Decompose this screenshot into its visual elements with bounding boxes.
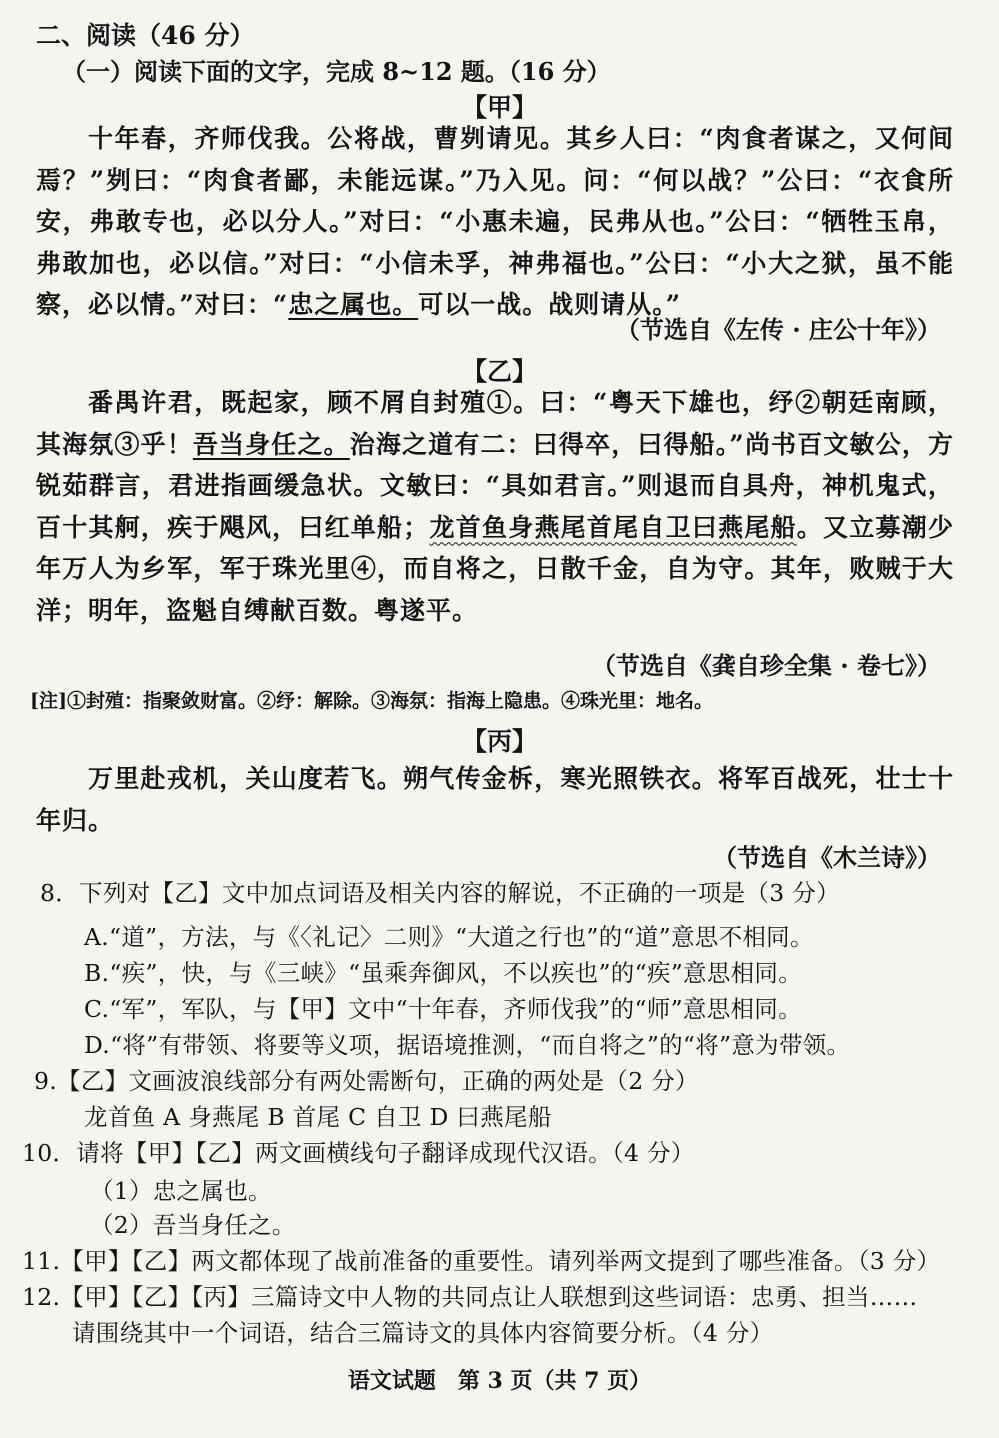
question-11-stem: 11.【甲】【乙】两文都体现了战前准备的重要性。请列举两文提到了哪些准备。（3 分） (22, 1247, 941, 1275)
question-8-stem: 8．下列对【乙】文中加点词语及相关内容的解说，不正确的一项是（3 分） (40, 879, 840, 907)
question-8-option-b: B.“疾”，快，与《三峡》“虽乘奔御风，不以疾也”的“疾”意思相同。 (84, 959, 803, 987)
question-9-stem: 9.【乙】文画波浪线部分有两处需断句，正确的两处是（2 分） (34, 1067, 699, 1095)
question-12-stem: 12.【甲】【乙】【丙】三篇诗文中人物的共同点让人联想到这些词语：忠勇、担当…… (22, 1283, 918, 1311)
part-title: （一）阅读下面的文字，完成 8~12 题。（16 分） (62, 57, 611, 86)
passage-yi-text-3: 。又立募潮少年万人为乡军，军于珠光里④，而自将之，日散千金，自为守。其年，败贼于大洋；明年，盗魁自缚献百数。粤遂平。 (36, 512, 954, 625)
question-9-options: 龙首鱼 A 身燕尾 B 首尾 C 自卫 D 曰燕尾船 (84, 1103, 552, 1131)
passage-bing-source: （节选自《木兰诗》） (713, 843, 941, 872)
question-8-option-a: A.“道”，方法，与《〈礼记〉二则》“大道之行也”的“道”意思不相同。 (84, 923, 814, 951)
page-footer: 语文试题 第 3 页（共 7 页） (347, 1368, 652, 1394)
question-8-option-d: D.“将”有带领、将要等义项，据语境推测，“而自将之”的“将”意为带领。 (84, 1031, 851, 1059)
passage-jia-heading: 【甲】 (461, 93, 537, 122)
wavy-underlined-sentence: 龙首鱼身燕尾首尾自卫曰燕尾船 (429, 512, 797, 542)
passage-yi-text-1: 番禺许君，既起家，顾不屑自封殖①。曰：“粤天下雄也，纾②朝廷南顾，其海氛③乎！ (36, 388, 954, 459)
question-10-item-1: （1）忠之属也。 (90, 1177, 272, 1205)
passage-yi-source: （节选自《龚自珍全集 · 卷七》） (591, 651, 941, 680)
underlined-sentence-jia: 忠之属也。 (288, 290, 419, 319)
question-12-stem-continued: 请围绕其中一个词语，结合三篇诗文的具体内容简要分析。（4 分） (72, 1319, 774, 1347)
question-8-option-c: C.“军”，军队，与【甲】文中“十年春，齐师伐我”的“师”意思相同。 (84, 995, 802, 1023)
passage-jia-text (36, 118, 954, 326)
underlined-sentence-yi: 吾当身任之。 (192, 429, 350, 459)
question-10-stem: 10．请将【甲】【乙】两文画横线句子翻译成现代汉语。（4 分） (22, 1139, 695, 1167)
passage-yi-text (36, 382, 954, 631)
passage-jia-text-2: 可以一战。战则请从。” (418, 290, 682, 319)
passage-bing-heading: 【丙】 (461, 727, 537, 756)
passage-yi-notes: [注]①封殖：指聚敛财富。②纾：解除。③海氛：指海上隐患。④珠光里：地名。 (30, 690, 713, 712)
passage-jia-source: （节选自《左传 · 庄公十年》） (615, 315, 941, 344)
section-title: 二、阅读（46 分） (36, 21, 255, 50)
passage-bing-text: 万里赴戎机，关山度若飞。朔气传金柝，寒光照铁衣。将军百战死，壮士十年归。 (36, 764, 954, 835)
passage-jia-text-1: 十年春，齐师伐我。公将战，曹刿请见。其乡人曰：“肉食者谋之，又何间焉？”刿曰：“肉食者鄙，未能远谋。”乃入见。问：“何以战？”公曰：“衣食所安，弗敢专也，必以分人。”对曰：“小惠未遍，民弗从也。”公曰：“牺牲玉帛，弗敢加也，必以信。”对曰：“小信未孚，神弗福也。”公曰：“小大之狱，虽不能察，必以情。”对曰：“ (36, 124, 954, 319)
question-10-item-2: （2）吾当身任之。 (90, 1211, 296, 1239)
passage-yi-text-2: 治海之道有二：曰得卒，曰得船。”尚书百文敏公，方锐茹群言，君进指画缓急状。文敏曰：“具如君言。”则退而自具舟，神机鬼式，百十其舸，疾于飓风，曰红单船； (36, 429, 954, 542)
passage-yi-heading: 【乙】 (461, 357, 537, 386)
